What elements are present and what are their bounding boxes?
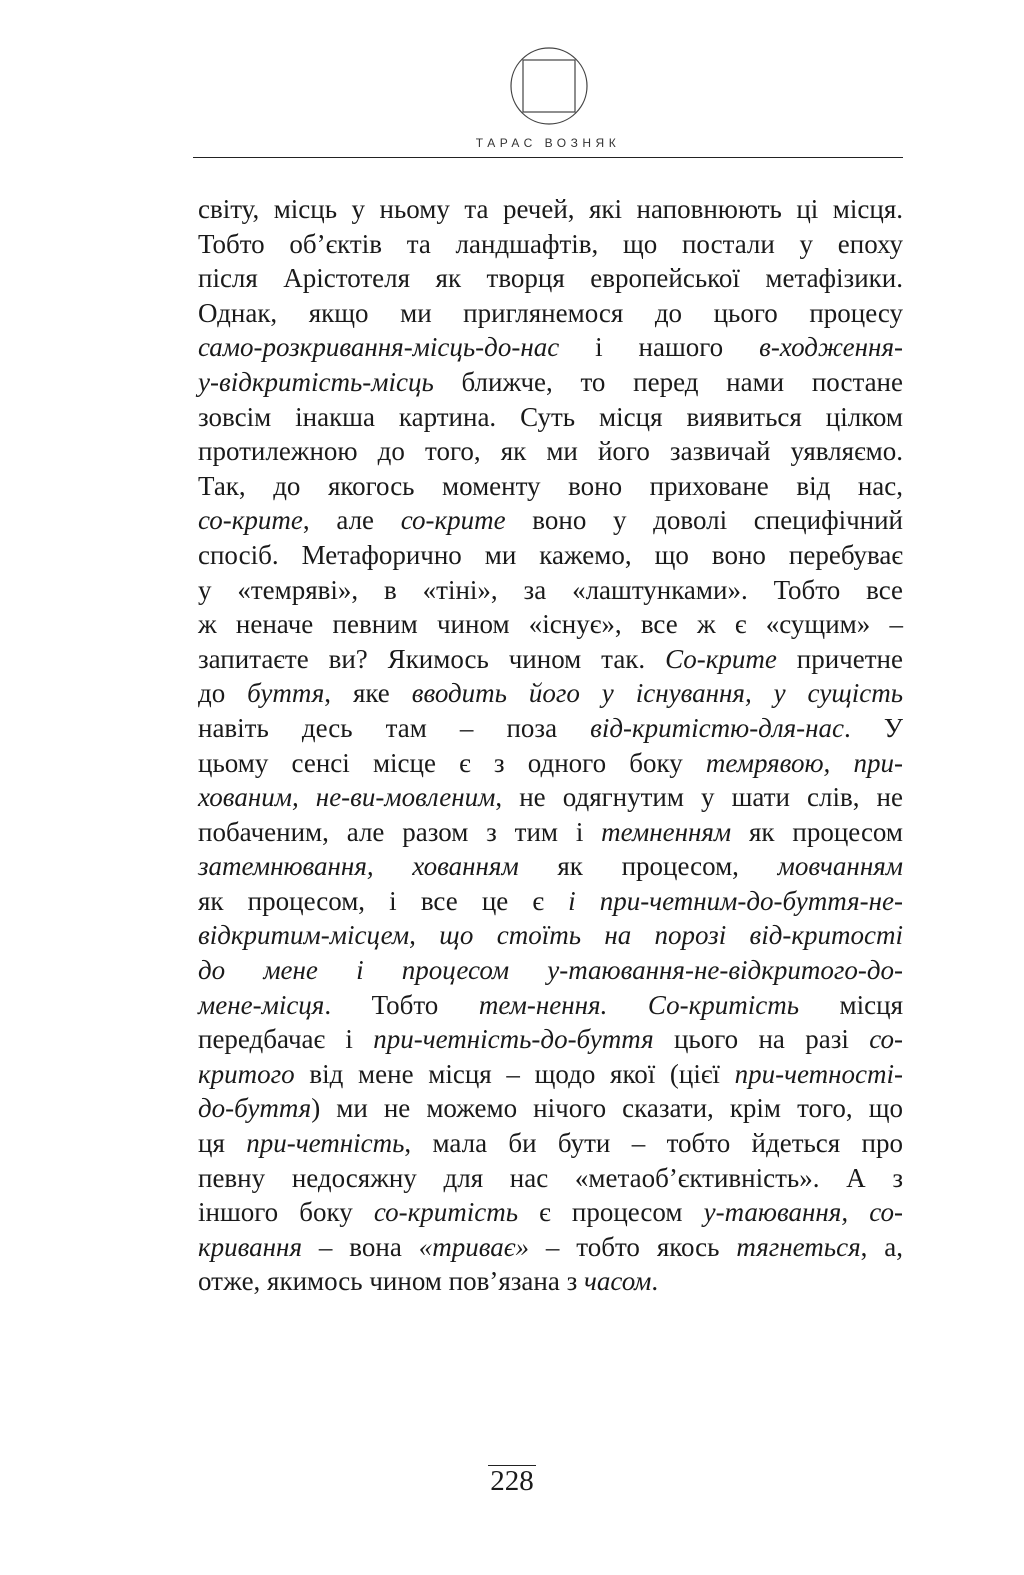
- italic-text: при-четність-до-буття: [373, 1024, 654, 1055]
- italic-text: Со-крите: [665, 643, 777, 674]
- text-segment: протилежною до того, як ми його зазвичай уявляємо.: [198, 436, 903, 467]
- italic-text: со-крите: [400, 505, 506, 536]
- text-line: [198, 642, 903, 677]
- italic-text: часом: [584, 1266, 652, 1297]
- text-segment: Так, до якогось моменту воно приховане від нас,: [198, 470, 903, 501]
- text-segment: цього на разі: [653, 1024, 870, 1055]
- text-line: [198, 918, 903, 953]
- text-line: [198, 607, 903, 642]
- text-line: [198, 1057, 903, 1092]
- italic-text: затемнювання, хованням: [198, 851, 519, 882]
- text-segment: як процесом, і все це є: [198, 885, 569, 916]
- italic-text: відкритим-місцем, що стоїть на порозі від-критості: [198, 920, 903, 951]
- text-segment: – вона: [302, 1231, 419, 1262]
- text-segment: ця: [198, 1128, 247, 1159]
- text-segment: , мала би бути – тобто йдеться про: [404, 1128, 904, 1159]
- text-line: [198, 1126, 903, 1161]
- page-number: 228: [490, 1465, 534, 1497]
- text-line: [198, 1264, 903, 1299]
- text-segment: у «темряві», в «тіні», за «лаштунками». Тобто все: [198, 574, 903, 605]
- italic-text: вводить його у існування, у сущість: [411, 678, 903, 709]
- italic-text: со-: [869, 1024, 904, 1055]
- italic-text: темрявою, при-: [705, 747, 903, 778]
- text-segment: світу, місць у ньому та речей, які наповнюють ці місця.: [198, 194, 903, 224]
- text-line: [198, 1091, 903, 1126]
- text-line: [198, 469, 903, 504]
- text-segment: .: [651, 1266, 659, 1297]
- text-segment: , не одягнутим у шати слів, не: [495, 782, 903, 813]
- text-line: [198, 988, 903, 1023]
- text-segment: Тобто об’єктів та ландшафтів, що постали у епоху: [198, 228, 903, 259]
- italic-text: у-відкритість-місць: [198, 366, 434, 397]
- text-segment: Однак, якщо ми приглянемося до цього процесу: [198, 297, 903, 328]
- text-segment: , але: [302, 505, 401, 536]
- text-line: [198, 434, 903, 469]
- text-segment: навіть десь там – поза: [198, 712, 591, 743]
- italic-text: і при-четним-до-буття-не-: [568, 885, 903, 916]
- italic-text: при-четності-: [734, 1058, 903, 1089]
- italic-text: хованим, не-ви-мовленим: [198, 782, 496, 813]
- text-line: [198, 538, 903, 573]
- italic-text: «триває»: [418, 1231, 530, 1262]
- text-line: [198, 953, 903, 988]
- italic-text: со-критість: [373, 1197, 519, 1228]
- text-segment: є процесом: [518, 1197, 704, 1228]
- italic-text: мене-місця: [198, 989, 325, 1020]
- text-line: [198, 884, 903, 919]
- page-number-container: [0, 1465, 1024, 1498]
- italic-text: со-крите: [198, 505, 303, 536]
- text-segment: ж неначе певним чином «існує», все ж є «сущим» –: [198, 609, 903, 640]
- text-line: [198, 849, 903, 884]
- text-segment: запитаєте ви? Якимось чином так.: [198, 643, 666, 674]
- text-line: [198, 1022, 903, 1057]
- italic-text: тягнеться: [736, 1231, 861, 1262]
- text-line: [198, 676, 903, 711]
- italic-text: тем-нення. Со-критість: [478, 989, 799, 1020]
- text-line: [198, 1230, 903, 1265]
- text-segment: побаченим, але разом з тим і: [198, 816, 602, 847]
- italic-text: буття: [247, 678, 325, 709]
- text-segment: ближче, то перед нами постане: [433, 366, 903, 397]
- running-head: ТАРАС ВОЗНЯК: [475, 136, 621, 150]
- text-segment: зовсім інакша картина. Суть місця виявиться цілком: [198, 401, 903, 432]
- italic-text: при-четність: [246, 1128, 405, 1159]
- text-line: [198, 365, 903, 400]
- text-segment: після Арістотеля як творця европейської метафізики.: [198, 263, 903, 294]
- text-line: [198, 261, 903, 296]
- text-line: [198, 815, 903, 850]
- italic-text: до мене і процесом у-таювання-не-відкритого-до-: [198, 955, 903, 986]
- text-line: [198, 780, 903, 815]
- text-segment: причетне: [776, 643, 903, 674]
- italic-text: темненням: [601, 816, 732, 847]
- text-segment: воно у доволі специфічний: [505, 505, 903, 536]
- text-segment: як процесом,: [518, 851, 778, 882]
- text-segment: . Тобто: [324, 989, 479, 1020]
- text-line: [198, 227, 903, 262]
- text-segment: місця: [799, 989, 903, 1020]
- italic-text: кривання: [198, 1231, 303, 1262]
- body-text: [198, 192, 903, 1299]
- italic-text: у-таювання, со-: [703, 1197, 903, 1228]
- text-segment: отже, якимось чином пов’язана з: [198, 1266, 585, 1297]
- text-line: [198, 746, 903, 781]
- text-segment: спосіб. Метафорично ми кажемо, що воно перебуває: [198, 539, 903, 570]
- italic-text: від-критістю-для-нас: [590, 712, 845, 743]
- text-segment: і нашого: [559, 332, 760, 363]
- text-line: [198, 1161, 903, 1196]
- text-line: [198, 330, 903, 365]
- text-segment: цьому сенсі місце є з одного боку: [198, 747, 706, 778]
- text-segment: певну недосяжну для нас «метаоб’єктивність». А з: [198, 1162, 903, 1193]
- italic-text: в-ходження-: [759, 332, 903, 363]
- text-line: [198, 296, 903, 331]
- italic-text: до-буття: [198, 1093, 312, 1124]
- italic-text: мовчанням: [777, 851, 903, 882]
- text-line: [198, 1195, 903, 1230]
- text-segment: . У: [844, 712, 903, 743]
- text-line: [198, 573, 903, 608]
- text-segment: до: [198, 678, 248, 709]
- text-segment: передбачає і: [198, 1024, 374, 1055]
- text-line: [198, 503, 903, 538]
- italic-text: само-розкривання-місць-до-нас: [198, 332, 560, 363]
- circle-square-emblem-icon: [509, 46, 589, 126]
- text-segment: іншого боку: [198, 1197, 374, 1228]
- text-line: [198, 192, 903, 227]
- text-segment: – тобто якось: [529, 1231, 737, 1262]
- text-line: [198, 400, 903, 435]
- text-line: [198, 711, 903, 746]
- text-segment: від мене місця – щодо якої (цієї: [294, 1058, 735, 1089]
- italic-text: критого: [198, 1058, 295, 1089]
- text-segment: , а,: [860, 1231, 904, 1262]
- text-segment: , яке: [324, 678, 412, 709]
- text-segment: ) ми не можемо нічого сказати, крім того, що: [311, 1093, 903, 1124]
- header-rule: [193, 157, 903, 158]
- text-segment: як процесом: [731, 816, 903, 847]
